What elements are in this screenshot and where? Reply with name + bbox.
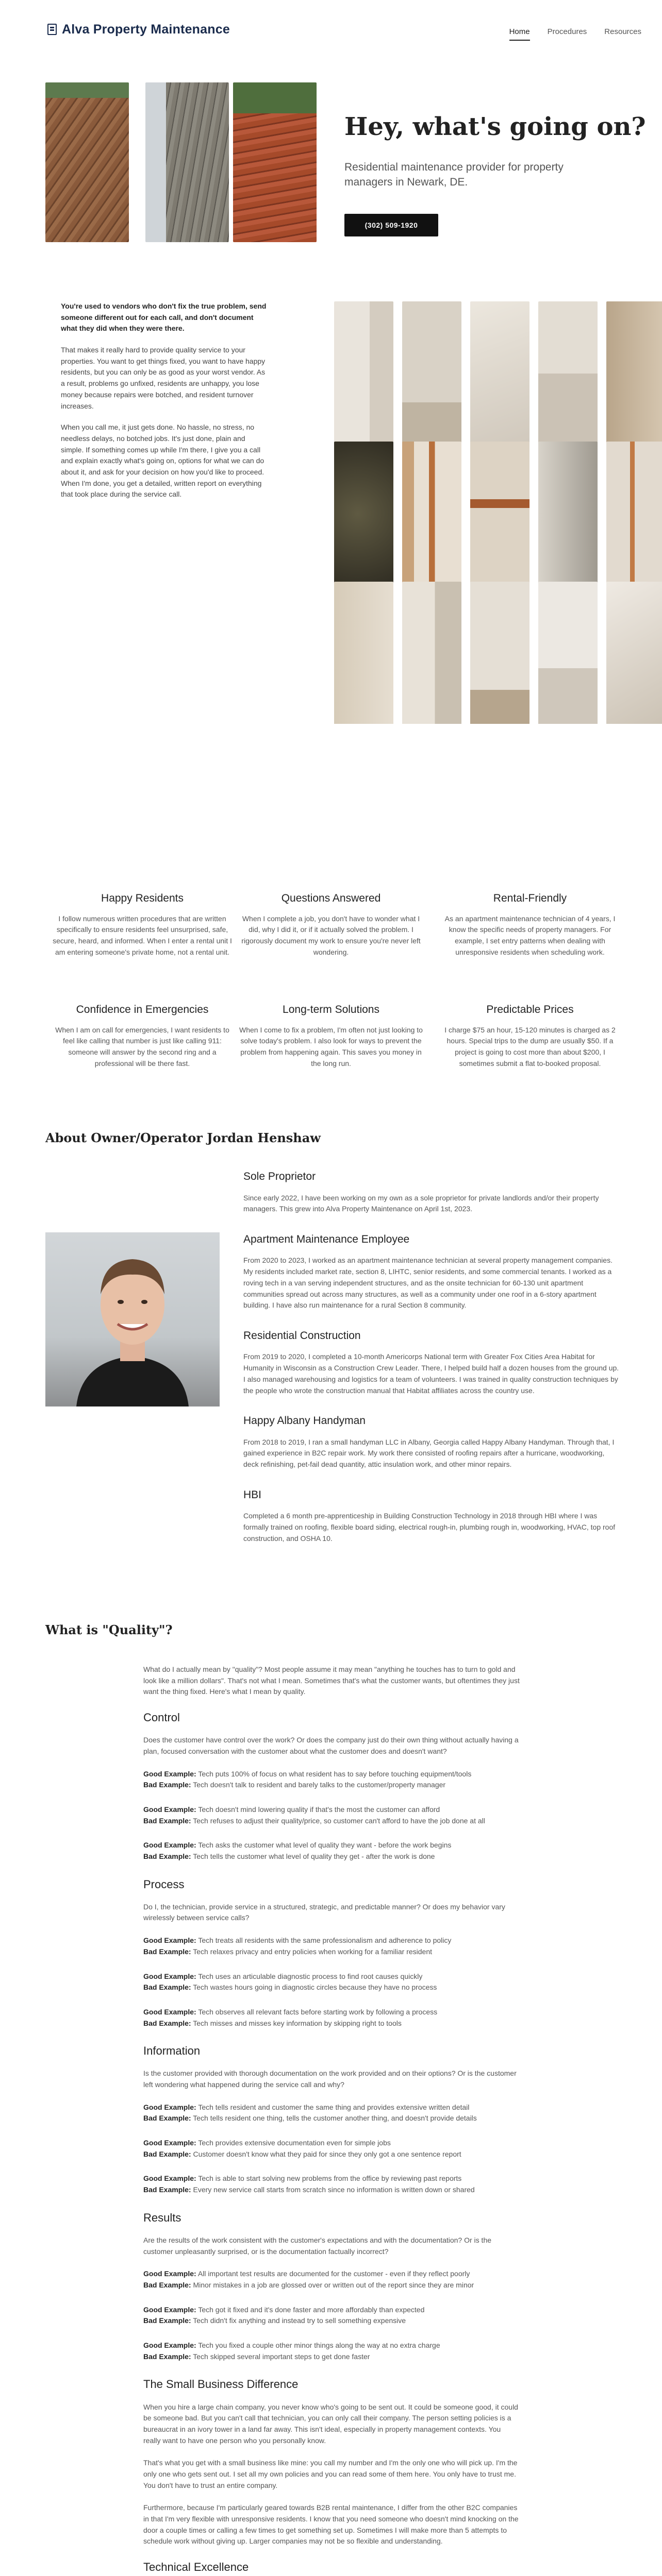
hero-photo-deck-1 <box>45 82 129 242</box>
feature-title: Rental-Friendly <box>493 892 567 904</box>
feature-text: As an apartment maintenance technician of 4 years, I know the specific needs of property managers. For example, I set entry patterns when dealing with unresponsive residents when scheduling work. <box>444 914 616 956</box>
feature-emergencies <box>49 1002 235 1069</box>
about-section-text: Completed a 6 month pre-apprenticeship in Building Construction Technology in 2018 through HBI where I was formally trained on roofing, flexible board siding, electrical rough-in, plumbing rough in, woodworking, HVAC, top roof construction, and OSHA 10. <box>243 1512 616 1543</box>
feature-text: When I come to fix a problem, I'm often not just looking to solve today's problem. I also look for ways to prevent the problem from happening again. This saves you money in the long run. <box>239 1025 423 1067</box>
feature-title: Questions Answered <box>281 892 381 904</box>
gallery-photo-cabinet <box>606 301 662 446</box>
intro-story <box>61 301 267 511</box>
bad-example: Tech skipped several important steps to get done faster <box>193 2352 370 2361</box>
about-section-text: From 2020 to 2023, I worked as an apartment maintenance technician at several property management companies. My residents included market rate, section 8, LIHTC, senior residents, and some commercial tenants. I worked as a roving tech in a van serving independent structures, and as the onsite technician for 60-130 unit apartment communities spread out across many structures, as well as a community under one roof in a 6-story apartment building. I have also run maintenance for a rural Section 8 community. <box>243 1256 613 1310</box>
example-pair <box>143 2340 520 2362</box>
bad-example: Tech didn't fix anything and instead try to sell something expensive <box>193 2316 406 2325</box>
gallery-photo-drywall <box>470 301 529 446</box>
example-pair <box>143 2268 520 2291</box>
good-label: Good Example: <box>143 2007 196 2016</box>
good-label: Good Example: <box>143 1972 196 1980</box>
nav-home[interactable]: Home <box>509 26 530 41</box>
work-gallery <box>334 301 662 724</box>
good-label: Good Example: <box>143 1805 196 1814</box>
about-section-title: Apartment Maintenance Employee <box>243 1233 410 1245</box>
owner-portrait-illustration <box>45 1232 220 1406</box>
good-example: Tech treats all residents with the same professionalism and adherence to policy <box>198 1936 452 1945</box>
gallery-photo-valve <box>470 442 529 586</box>
example-pair <box>143 1935 520 1957</box>
nav-resources[interactable]: Resources <box>604 27 641 36</box>
bad-example: Tech misses and misses key information by skipping right to tools <box>193 2019 402 2027</box>
about-section-title: Happy Albany Handyman <box>243 1415 366 1427</box>
good-example: All important test results are documented for the customer - even if they reflect poorly <box>197 2269 470 2278</box>
feature-title: Confidence in Emergencies <box>76 1004 209 1015</box>
quality-section-title: Process <box>143 1877 185 1891</box>
hero-subtitle: Residential maintenance provider for property managers in Newark, DE. <box>344 161 564 189</box>
about-section-text: From 2019 to 2020, I completed a 10-month Americorps National term with Greater Fox Cities Area Habitat for Humanity in Wisconsin as a Construction Crew Leader. There, I helped build half a dozen houses from the ground up. I also managed warehousing and logistics for a team of volunteers. I was trained in quality construction techniques by the people who wrote the construction manual that Habitat affiliates across the country use. <box>243 1352 619 1395</box>
bad-label: Bad Example: <box>143 1781 191 1789</box>
bad-label: Bad Example: <box>143 1947 191 1956</box>
good-label: Good Example: <box>143 2174 196 2183</box>
hero-photo-deck-2 <box>145 82 229 242</box>
about-section-title: HBI <box>243 1488 262 1501</box>
bad-example: Every new service call starts from scratch since no information is written down or shared <box>193 2185 475 2194</box>
feature-happy-residents <box>49 890 235 958</box>
good-example: Tech tells resident and customer the same thing and provides extensive written detail <box>198 2103 470 2111</box>
example-pair <box>143 1769 520 1791</box>
bad-label: Bad Example: <box>143 1983 191 1992</box>
quality-section-intro: Do I, the technician, provide service in a structured, strategic, and predictable manner? Or does my behavior vary wirelessly between service calls? <box>143 1902 505 1922</box>
nav-procedures[interactable]: Procedures <box>547 27 587 36</box>
hero-photo-deck-3 <box>233 82 317 242</box>
feature-text: I follow numerous written procedures that are written specifically to ensure residents feel unsurprised, safe, secure, heard, and informed. When I enter a rental unit I am entering someone's private home, not a rental unit. <box>53 914 232 956</box>
gallery-photo-crawlspace <box>334 442 393 586</box>
owner-photo <box>45 1232 220 1406</box>
example-pair <box>143 2173 520 2195</box>
gallery-photo-water-heater <box>538 442 598 586</box>
quality-section-intro: Are the results of the work consistent with the customer's expectations and with the documentation? Or is the customer unpleasantly surprised, or is the documentation factually incorrect? <box>143 2235 492 2256</box>
good-label: Good Example: <box>143 2305 196 2314</box>
quality-intro: What do I actually mean by "quality"? Most people assume it may mean "anything he touches has to turn to gold and look like a million dollars". That's not what I mean. Sometimes that's what the customer wants, but oftentimes they just want the thing fixed. Here's what I mean by quality. <box>143 1665 520 1696</box>
bad-label: Bad Example: <box>143 2019 191 2027</box>
bad-example: Minor mistakes in a job are glossed over or written out of the report since they are minor <box>193 2281 474 2289</box>
example-pair <box>143 2138 520 2160</box>
about-section-title: Sole Proprietor <box>243 1171 316 1182</box>
bad-example: Customer doesn't know what they paid for since they only got a one sentence report <box>193 2149 461 2158</box>
about-section-text: From 2018 to 2019, I ran a small handyman LLC in Albany, Georgia called Happy Albany Handyman. Through that, I gained experience in B2C repair work. My work there consisted of roofing repairs after a hurricane, woodworking, deck refinishing, pet-fail dead quantity, attic insulation work, and other minor repairs. <box>243 1437 615 1469</box>
good-label: Good Example: <box>143 2341 196 2350</box>
bad-example: Tech tells resident one thing, tells the customer another thing, and doesn't provide details <box>193 2114 477 2123</box>
hero-phone-button[interactable]: (302) 509-1920 <box>344 214 438 236</box>
good-label: Good Example: <box>143 1769 196 1778</box>
quality-section-title: Technical Excellence <box>143 2561 249 2574</box>
site-header <box>0 0 662 59</box>
feature-predictable-prices <box>437 1002 623 1069</box>
feature-questions-answered <box>238 890 424 958</box>
bad-example: Tech doesn't talk to resident and barely talks to the customer/property manager <box>193 1781 446 1789</box>
bad-example: Tech tells the customer what level of quality they get - after the work is done <box>193 1852 435 1860</box>
quality-section-title: Results <box>143 2211 181 2224</box>
bad-label: Bad Example: <box>143 2114 191 2123</box>
bad-label: Bad Example: <box>143 2352 191 2361</box>
gallery-photo-wall-patch <box>402 301 461 446</box>
feature-text: I charge $75 an hour, 15-120 minutes is charged as 2 hours. Special trips to the dump are usually $50. If a project is going to cost more than about $200, I sometimes submit a flat to-booked proposal. <box>444 1025 616 1067</box>
good-example: Tech puts 100% of focus on what resident has to say before touching equipment/tools <box>198 1769 472 1778</box>
gallery-photo-pipes <box>402 442 461 586</box>
brand-name: Alva Property Maintenance <box>62 22 230 37</box>
quality-section-title: Information <box>143 2044 201 2058</box>
quality-heading: What is "Quality"? <box>45 1622 173 1637</box>
bad-label: Bad Example: <box>143 1852 191 1860</box>
quality-content <box>143 1664 520 2576</box>
example-pair <box>143 2304 520 2327</box>
feature-title: Long-term Solutions <box>283 1004 379 1015</box>
good-label: Good Example: <box>143 1841 196 1850</box>
example-pair <box>143 1971 520 1993</box>
good-label: Good Example: <box>143 2139 196 2147</box>
gallery-photo-trim <box>606 582 662 724</box>
bad-label: Bad Example: <box>143 2281 191 2289</box>
bad-label: Bad Example: <box>143 2185 191 2194</box>
feature-rental-friendly <box>437 890 623 958</box>
logo[interactable] <box>47 20 230 40</box>
gallery-photo-outlet <box>538 301 598 446</box>
gallery-photo-hallway <box>470 582 529 724</box>
quality-section-intro: Does the customer have control over the work? Or does the company just do their own thing without actually having a plan, focused conversation with the customer about what the customer does and doesn't want? <box>143 1736 519 1755</box>
main-nav <box>509 26 641 41</box>
example-pair <box>143 2007 520 2029</box>
story-paragraph: When you call me, it just gets done. No hassle, no stress, no needless delays, no botched jobs. It's just done, plain and simple. If something comes up while I'm there, I give you a call and explain exactly what's going on, options for what we can do about it, and ask for your decision on how you'd like to proceed. When I'm done, you get a detailed, written report on everything that took place during the service call. <box>61 423 264 499</box>
gallery-photo-closet <box>402 582 461 724</box>
feature-text: When I complete a job, you don't have to wonder what I did, why I did it, or if it actually solved the problem. I rigorously document my work to ensure you're never left wondering. <box>241 914 421 956</box>
feature-long-term <box>238 1002 424 1069</box>
example-pair <box>143 2102 520 2124</box>
feature-title: Happy Residents <box>101 892 184 904</box>
good-example: Tech doesn't mind lowering quality if that's the most the customer can afford <box>198 1805 440 1814</box>
feature-title: Predictable Prices <box>486 1004 574 1015</box>
story-paragraph: That makes it really hard to provide quality service to your properties. You want to get things fixed, you want to have happy residents, but you can only be as good as your worst vendor. As a result, problems go unfixed, residents are unhappy, you lose money because repairs were botched, and resident turnover increases. <box>61 346 266 410</box>
good-example: Tech observes all relevant facts before starting work by following a process <box>198 2007 438 2016</box>
about-content <box>243 1168 620 1561</box>
quality-section-title: Control <box>143 1711 180 1724</box>
hero-title: Hey, what's going on? <box>344 112 646 141</box>
good-label: Good Example: <box>143 2269 196 2278</box>
quality-paragraph: Furthermore, because I'm particularly geared towards B2B rental maintenance, I differ from the other B2C companies in that I'm very flexible with unresponsive residents. I know that you need someone who doesn't mind knocking on the door a couple times or calling a few times to get something set up. Sometimes I will make more than 5 attempts to schedule work without giving up. Larger companies may not be so flexible and understanding. <box>143 2503 519 2546</box>
about-heading: About Owner/Operator Jordan Henshaw <box>45 1130 321 1145</box>
good-example: Tech provides extensive documentation even for simple jobs <box>198 2139 391 2147</box>
good-label: Good Example: <box>143 2103 196 2111</box>
bad-example: Tech wastes hours going in diagnostic circles because they have no process <box>193 1983 437 1992</box>
about-section-title: Residential Construction <box>243 1329 361 1342</box>
quality-section-intro: Is the customer provided with thorough documentation on the work provided and on their options? Or is the customer left wondering what happened during the service call and why? <box>143 2069 517 2089</box>
bad-label: Bad Example: <box>143 2316 191 2325</box>
bad-label: Bad Example: <box>143 1816 191 1825</box>
good-label: Good Example: <box>143 1936 196 1945</box>
feature-text: When I am on call for emergencies, I want residents to feel like calling that number is just like calling 911: someone will answer by the second ring and a professional will be there fast. <box>55 1025 229 1067</box>
quality-section-title: The Small Business Difference <box>143 2378 299 2391</box>
quality-paragraph: When you hire a large chain company, you never know who's going to be sent out. It could be someone good, it could be someone bad. But you can't call that technician, you can only call their company. The person setting policies is a bureaucrat in an ivory tower in a land far away. This isn't ideal, especially in property management contexts. You really want to have one person who you personally know. <box>143 2402 518 2445</box>
gallery-photo-wall-corner <box>334 301 393 446</box>
gallery-photo-bathroom <box>538 582 598 724</box>
gallery-photo-copper <box>606 442 662 586</box>
logo-icon <box>47 24 57 35</box>
bad-example: Tech refuses to adjust their quality/price, so customer can't afford to have the job done at all <box>193 1816 485 1825</box>
example-pair <box>143 1804 520 1826</box>
about-section-text: Since early 2022, I have been working on my own as a sole proprietor for private landlords and/or their property managers. This grew into Alva Property Maintenance on April 1st, 2023. <box>243 1193 599 1213</box>
bad-label: Bad Example: <box>143 2149 191 2158</box>
good-example: Tech is able to start solving new problems from the office by reviewing past reports <box>198 2174 462 2183</box>
good-example: Tech asks the customer what level of quality they want - before the work begins <box>198 1841 452 1850</box>
gallery-photo-doorway <box>334 582 393 724</box>
story-lead: You're used to vendors who don't fix the true problem, send someone different out for each call, and don't document what they did when they were there. <box>61 302 267 333</box>
quality-paragraph: That's what you get with a small business like mine: you call my number and I'm the only one who will pick up. I'm the only one who gets sent out. I set all my own policies and you can read some of them here. You only have to trust me. You don't have to trust an entire company. <box>143 2459 518 2489</box>
good-example: Tech got it fixed and it's done faster and more affordably than expected <box>198 2305 425 2314</box>
good-example: Tech you fixed a couple other minor things along the way at no extra charge <box>198 2341 440 2350</box>
bad-example: Tech relaxes privacy and entry policies when working for a familiar resident <box>193 1947 432 1956</box>
example-pair <box>143 1840 520 1862</box>
good-example: Tech uses an articulable diagnostic process to find root causes quickly <box>198 1972 423 1980</box>
